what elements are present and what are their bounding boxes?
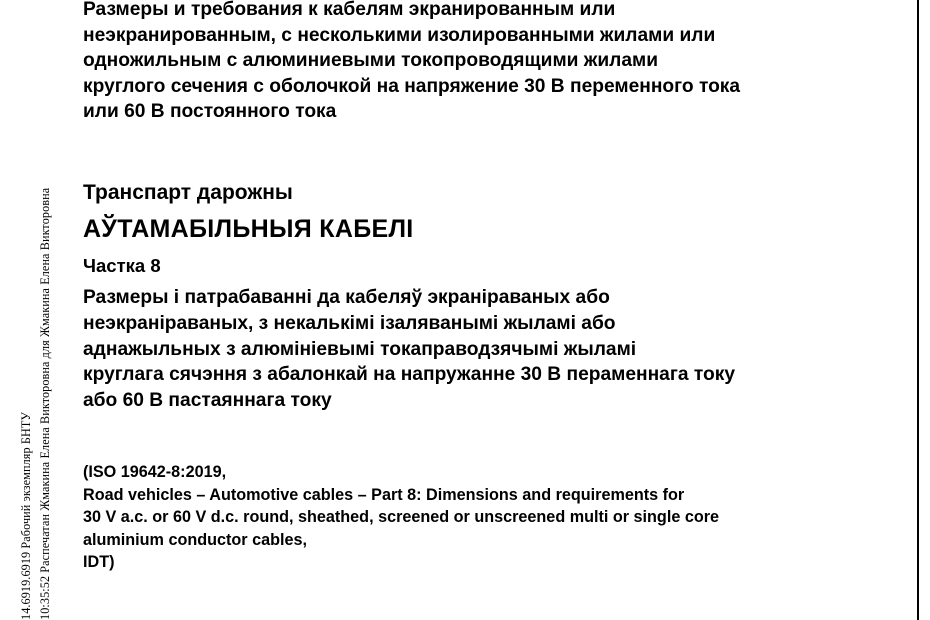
belarusian-subtitle bbox=[83, 285, 735, 414]
stamp-line-1-text: 14.6919.6919 Рабочий экземпляр БНТУ bbox=[19, 411, 33, 620]
belarusian-subtitle-line: круглага сячэння з абалонкай на напружанне 30 В пераменнага току bbox=[83, 364, 735, 386]
page-border-right bbox=[917, 0, 919, 620]
russian-title bbox=[83, 0, 740, 125]
iso-reference-line: IDT) bbox=[83, 553, 115, 572]
iso-reference-line: Road vehicles – Automotive cables – Part 8: Dimensions and requirements for bbox=[83, 485, 685, 504]
russian-title-line: неэкранированным, с несколькими изолированными жилами или bbox=[83, 24, 716, 46]
stamp-line-2 bbox=[38, 188, 53, 620]
iso-reference-line: 30 V a.c. or 60 V d.c. round, sheathed, screened or unscreened multi or single core bbox=[83, 508, 720, 527]
iso-reference bbox=[83, 461, 719, 574]
belarusian-subtitle-line: Размеры і патрабаванні да кабеляў экраніраваных або bbox=[83, 287, 610, 308]
russian-title-line: одножильным с алюминиевыми токопроводящими жилами bbox=[83, 50, 659, 71]
belarusian-part-label: Частка 8 bbox=[83, 255, 161, 276]
belarusian-subtitle-line: або 60 В пастаяннага току bbox=[83, 390, 332, 412]
stamp-line-2-text: 10:35:52 Распечатан Жмакина Елена Викторовна bbox=[38, 361, 52, 620]
russian-title-line: круглого сечения с оболочкой на напряжение 30 В переменного тока bbox=[83, 75, 741, 97]
belarusian-subtitle-line: аднажыльных з алюмініевымі токаправодзячымі жыламі bbox=[83, 338, 637, 360]
stamp-line-1 bbox=[19, 412, 34, 620]
stamp-line-3-text: для Жмакина Елена Викторовна bbox=[38, 187, 52, 359]
iso-reference-line: (ISO 19642-8:2019, bbox=[83, 463, 227, 481]
belarusian-subtitle-line: неэкраніраваных, з некалькімі ізаляванымі жыламі або bbox=[83, 312, 616, 334]
margin-stamp bbox=[0, 0, 70, 620]
russian-title-line: Размеры и требования к кабелям экранированным или bbox=[83, 0, 616, 20]
belarusian-transport-heading: Транспарт дарожны bbox=[83, 181, 293, 204]
iso-reference-line: aluminium conductor cables, bbox=[83, 530, 307, 549]
belarusian-main-title: АЎТАМАБІЛЬНЫЯ КАБЕЛІ bbox=[83, 215, 414, 243]
russian-title-line: или 60 В постоянного тока bbox=[83, 101, 337, 122]
